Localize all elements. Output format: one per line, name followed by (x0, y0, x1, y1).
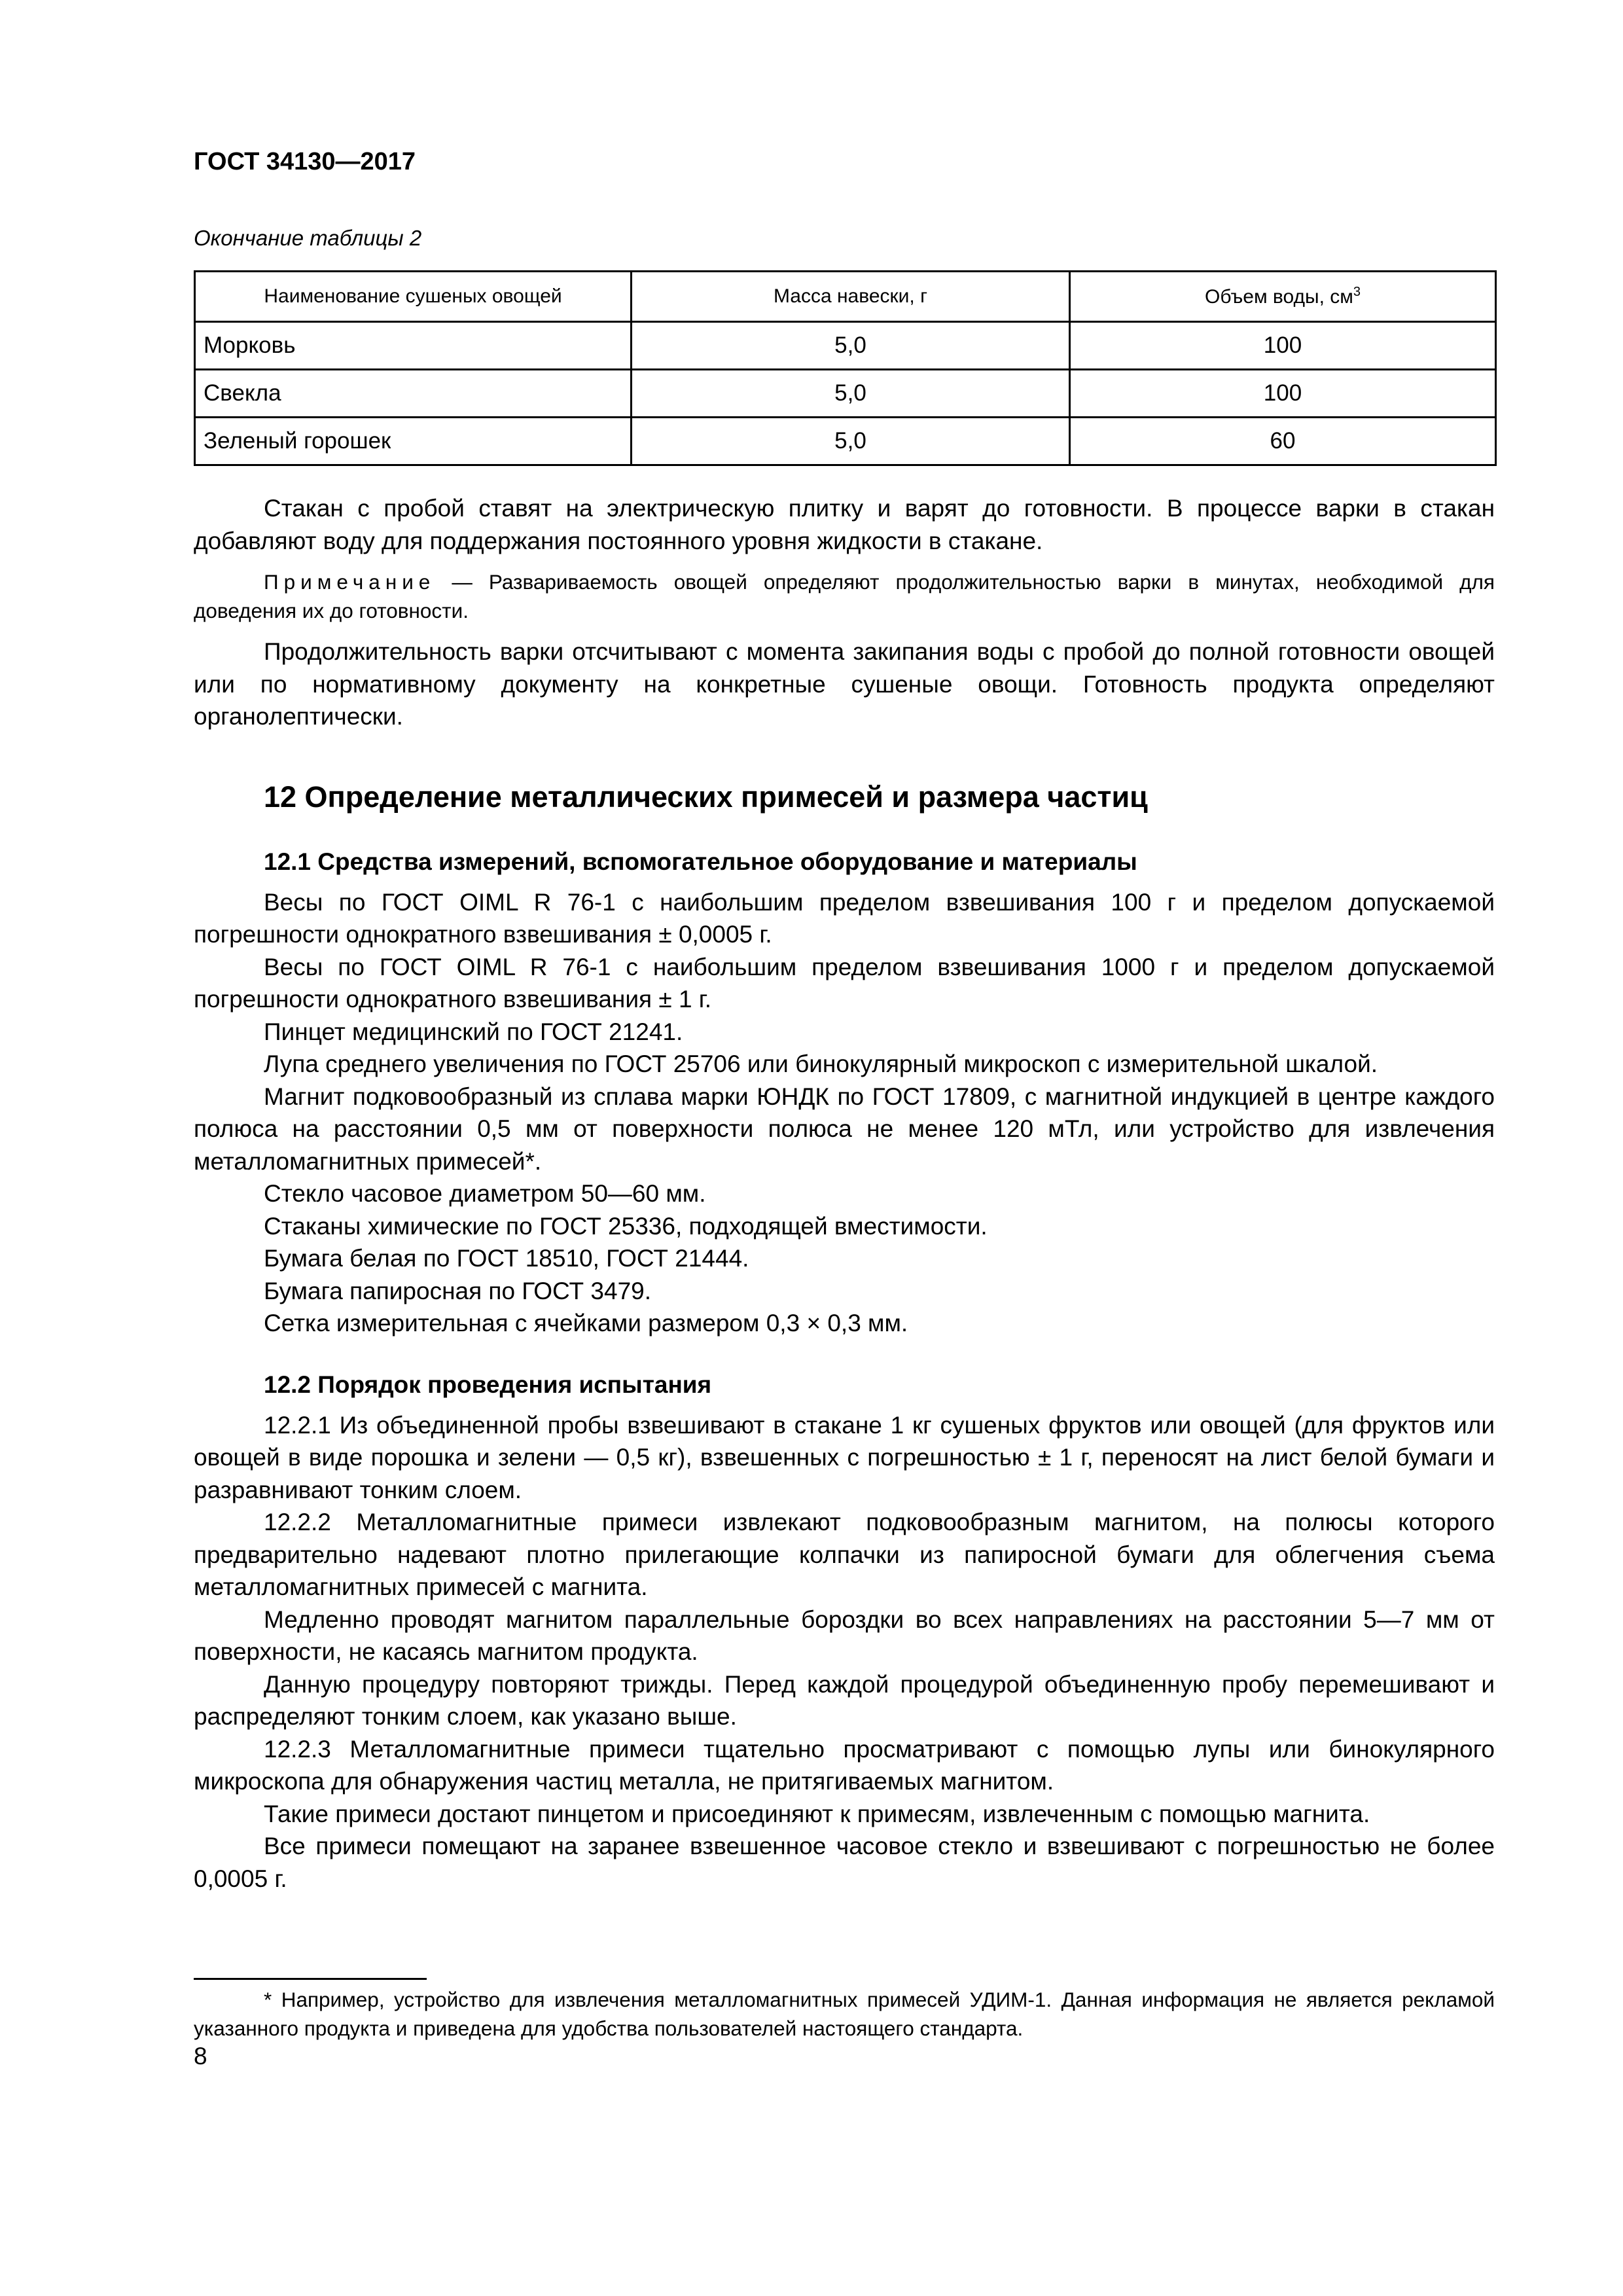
list-item: Стаканы химические по ГОСТ 25336, подходящей вместимости. (264, 1212, 988, 1240)
list-item: Пинцет медицинский по ГОСТ 21241. (264, 1018, 683, 1045)
table-header-row (195, 272, 1496, 322)
table-2 (194, 270, 1497, 466)
note-text: — Развариваемость овощей определяют продолжительностью варки в минутах, необходимой для доведения их до готовности. (194, 570, 1495, 622)
table-header-cell (1070, 272, 1496, 322)
page-number: 8 (194, 2043, 207, 2070)
paragraph: Продолжительность варки отсчитывают с момента закипания воды с пробой до полной готовности овощей или по нормативному документу на конкретные сушеные овощи. Готовность продукта определяют органолептически. (194, 638, 1495, 730)
document-body (194, 492, 1495, 1895)
note (194, 567, 1495, 625)
paragraph: 12.2.3 Металломагнитные примеси тщательно просматривают с помощью лупы или бинокулярного микроскопа для обнаружения частиц металла, не притягиваемых магнитом. (194, 1735, 1495, 1795)
table-cell: Свекла (195, 370, 632, 418)
table-cell: Морковь (195, 322, 632, 370)
table-header-cell: Наименование сушеных овощей (195, 272, 632, 322)
paragraph: Медленно проводят магнитом параллельные бороздки во всех направлениях на расстоянии 5—7 мм от поверхности, не касаясь магнитом продукта. (194, 1605, 1495, 1665)
table-caption: Окончание таблицы 2 (194, 226, 422, 250)
table-row (195, 322, 1496, 370)
header-text: Объем воды, см (1204, 286, 1353, 308)
table-cell: 60 (1070, 418, 1496, 465)
list-item: Весы по ГОСТ OIML R 76-1 с наибольшим пределом взвешивания 100 г и пределом допускаемой погрешности однократного взвешивания ± 0,0005 г. (194, 888, 1495, 948)
paragraph: Все примеси помещают на заранее взвешенное часовое стекло и взвешивают с погрешностью не более 0,0005 г. (194, 1833, 1495, 1892)
list-item: Весы по ГОСТ OIML R 76-1 с наибольшим пределом взвешивания 1000 г и пределом допускаемой погрешности однократного взвешивания ± 1 г. (194, 953, 1495, 1013)
table-cell: 5,0 (632, 370, 1070, 418)
superscript: 3 (1353, 285, 1361, 299)
table-cell: 5,0 (632, 322, 1070, 370)
list-item: Бумага белая по ГОСТ 18510, ГОСТ 21444. (264, 1245, 749, 1272)
table-row (195, 370, 1496, 418)
paragraph: Стакан с пробой ставят на электрическую плитку и варят до готовности. В процессе варки в стакан добавляют воду для поддержания постоянного уровня жидкости в стакане. (194, 495, 1495, 554)
paragraph: 12.2.1 Из объединенной пробы взвешивают в стакане 1 кг сушеных фруктов или овощей (для фруктов или овощей в виде порошка и зелени — 0,5 кг), взвешенных с погрешностью ± 1 г, переносят на лист белой бумаги и разравнивают тонким слоем. (194, 1411, 1495, 1503)
list-item: Бумага папиросная по ГОСТ 3479. (264, 1277, 651, 1304)
table-row (195, 418, 1496, 465)
paragraph: Такие примеси достают пинцетом и присоединяют к примесям, извлеченным с помощью магнита. (264, 1800, 1370, 1827)
list-item: Сетка измерительная с ячейками размером 0,3 × 0,3 мм. (264, 1310, 908, 1336)
list-item: Стекло часовое диаметром 50—60 мм. (264, 1180, 706, 1207)
table-header-cell: Масса навески, г (632, 272, 1070, 322)
table-cell: 100 (1070, 370, 1496, 418)
paragraph: 12.2.2 Металломагнитные примеси извлекают подковообразным магнитом, на полюсы которого предварительно надевают плотно прилегающие колпачки из папиросной бумаги для облегчения съема металломагнитных примесей с магнита. (194, 1509, 1495, 1600)
table-cell: Зеленый горошек (195, 418, 632, 465)
document-header: ГОСТ 34130—2017 (194, 148, 416, 175)
footnote: * Например, устройство для извлечения металломагнитных примесей УДИМ-1. Данная информация не является рекламой указанного продукта и приведена для удобства пользователей настоящего стандарта. (194, 1988, 1495, 2040)
paragraph: Данную процедуру повторяют трижды. Перед каждой процедурой объединенную пробу перемешивают и распределяют тонким слоем, как указано выше. (194, 1670, 1495, 1730)
list-item: Лупа среднего увеличения по ГОСТ 25706 или бинокулярный микроскоп с измерительной шкалой. (264, 1050, 1378, 1077)
table-cell: 5,0 (632, 418, 1070, 465)
subsection-heading: 12.2 Порядок проведения испытания (264, 1371, 712, 1398)
note-label: Примечание (264, 570, 436, 594)
footnote-divider (194, 1978, 427, 1980)
list-item: Магнит подковообразный из сплава марки ЮНДК по ГОСТ 17809, с магнитной индукцией в центре каждого полюса на расстоянии 0,5 мм от поверхности полюса не менее 120 мТл, или устройство для извлечения металломагнитных примесей*. (194, 1083, 1495, 1175)
subsection-heading: 12.1 Средства измерений, вспомогательное оборудование и материалы (264, 848, 1137, 875)
table-cell: 100 (1070, 322, 1496, 370)
section-heading: 12 Определение металлических примесей и размера частиц (264, 780, 1148, 814)
